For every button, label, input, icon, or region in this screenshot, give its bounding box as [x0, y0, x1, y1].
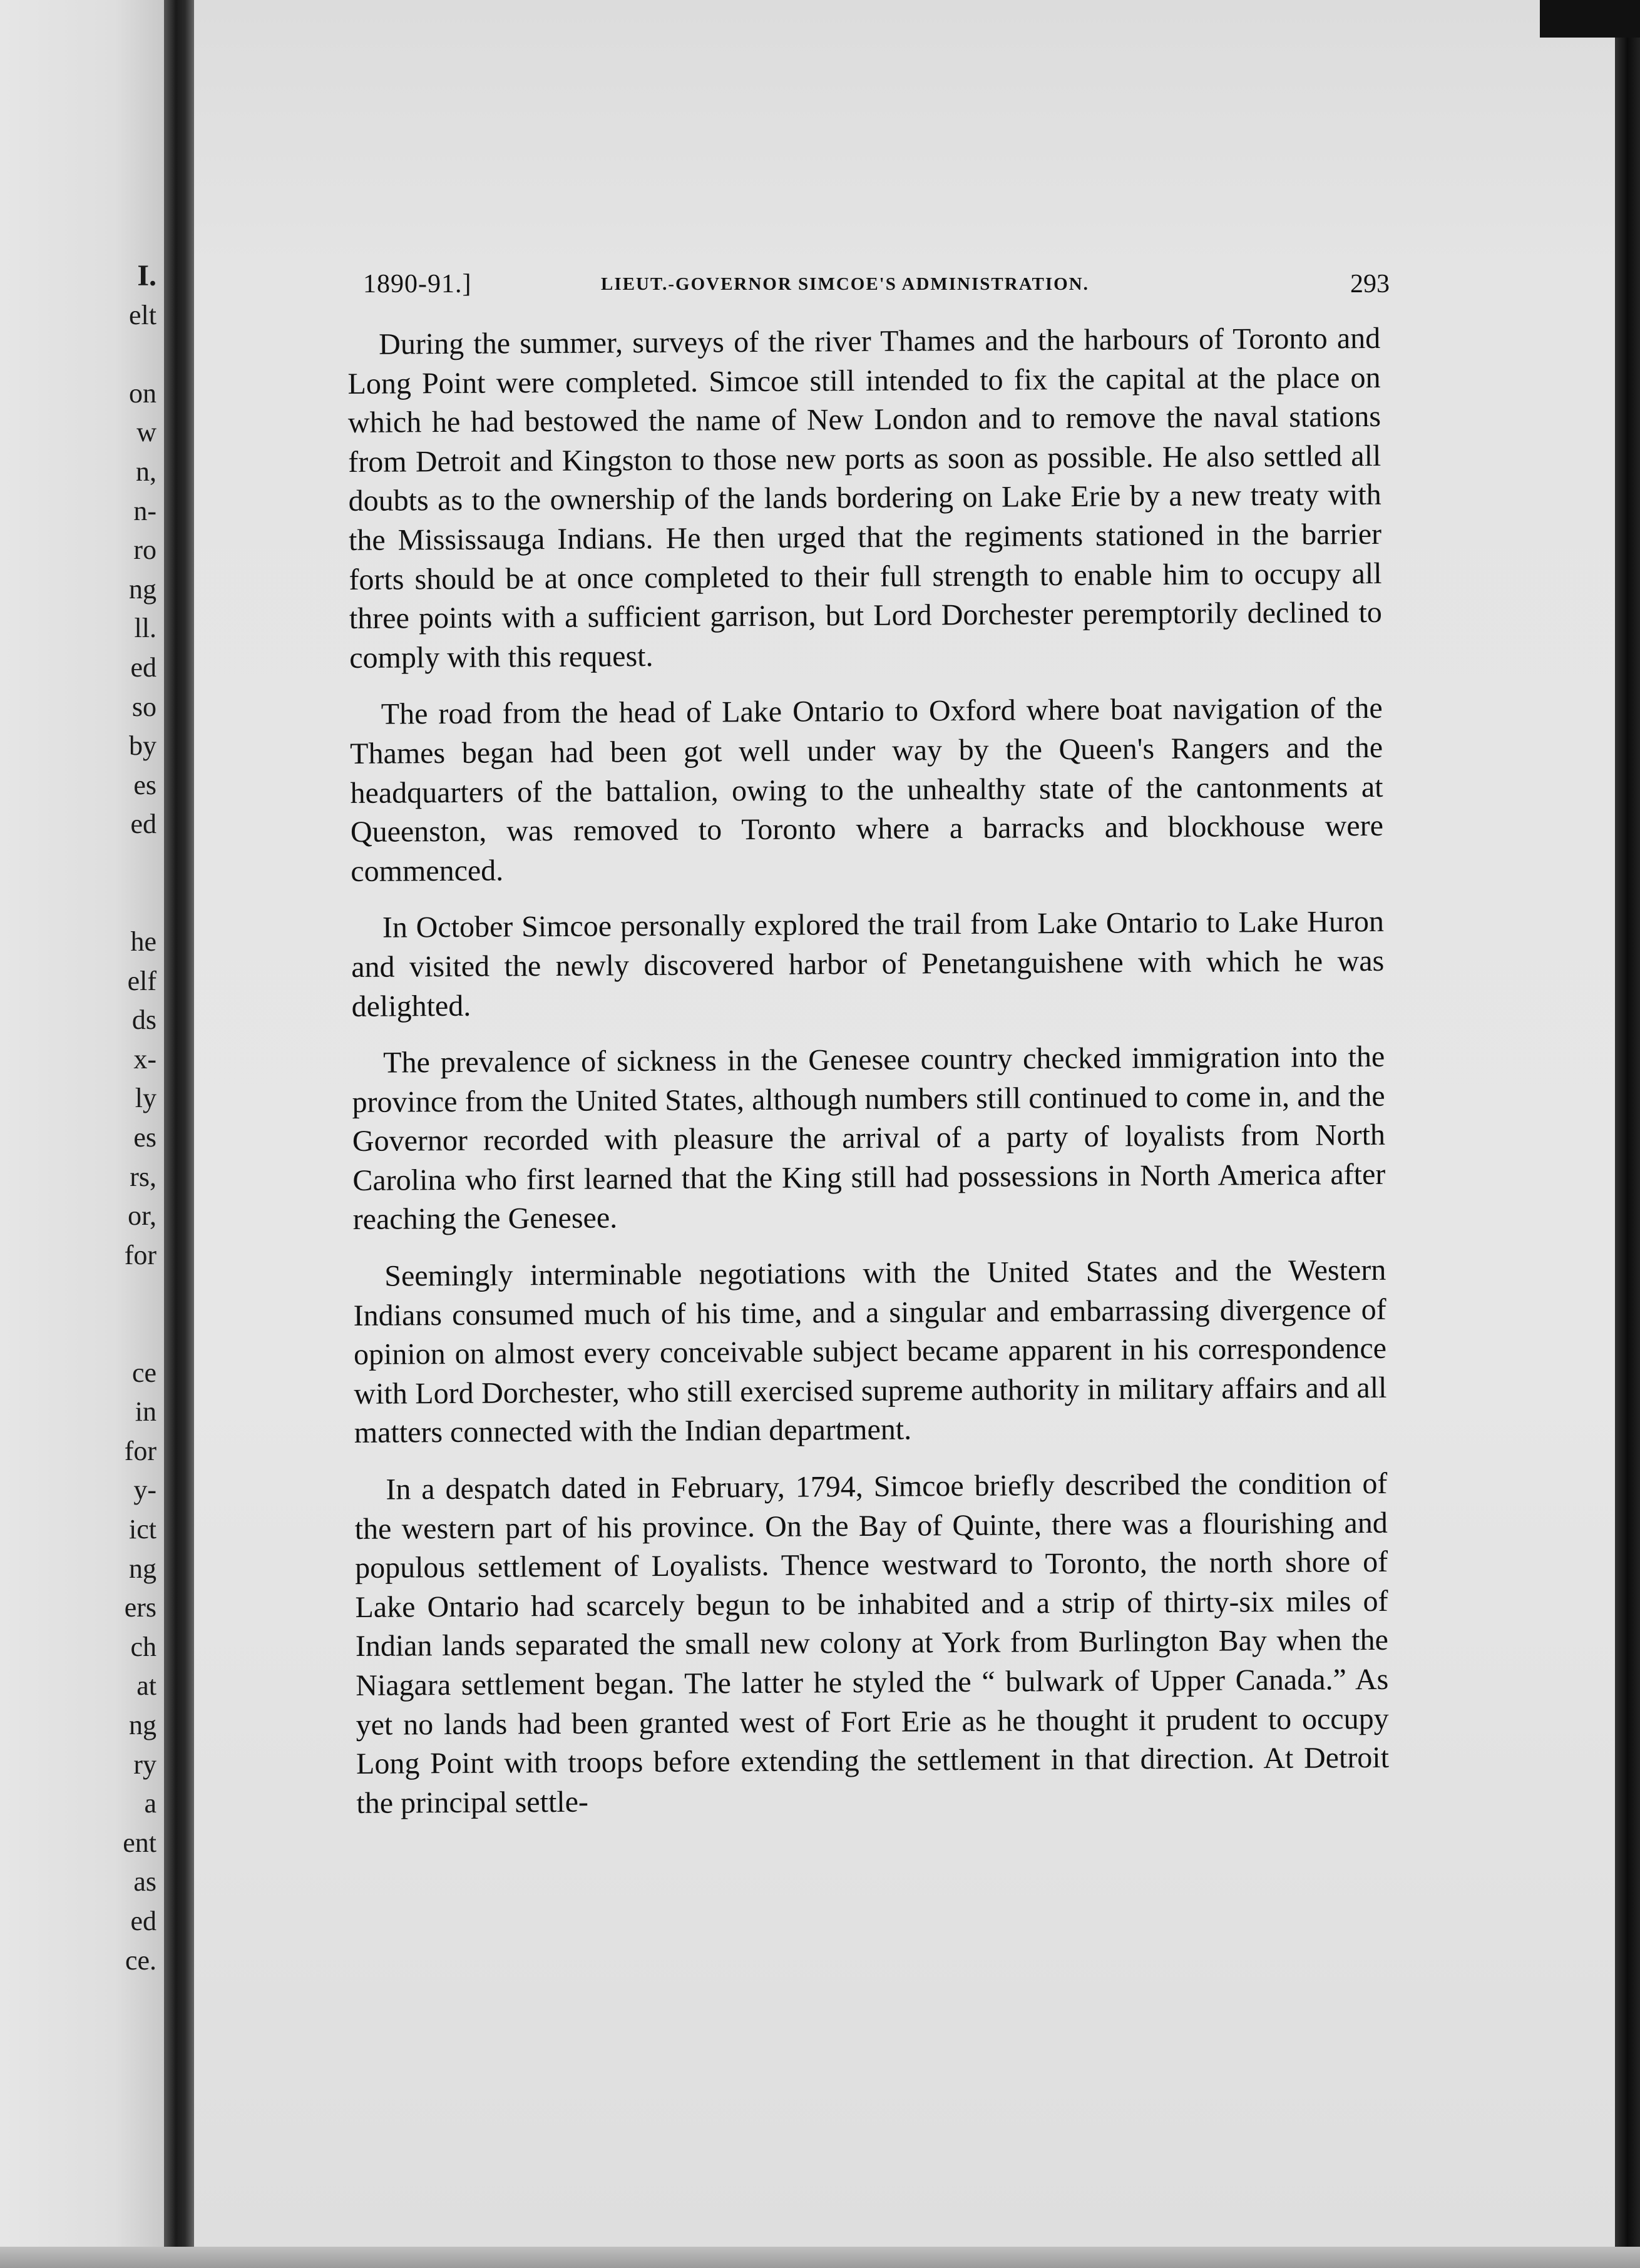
facing-page-fragment: for	[124, 1435, 156, 1466]
facing-page-fragment: ll.	[134, 613, 156, 644]
facing-page-fragment: ent	[123, 1827, 156, 1858]
paragraph: The road from the head of Lake Ontario to Oxford where boat navigation of the Thames began had been got well under way by the Queen's Rangers and the headquarters of the battalion, owing to the unhealthy state of the cantonments at Queenston, was removed to Toronto where a barracks and blockhouse were commenced.	[350, 692, 1384, 888]
facing-page-fragment: by	[129, 730, 156, 762]
page-number: 293	[1350, 270, 1390, 299]
bottom-edge	[0, 2247, 1640, 2268]
running-header	[363, 269, 1390, 307]
paragraph: In a despatch dated in February, 1794, Simcoe briefly described the condition of the western part of his province. On the Bay of Quinte, there was a flourishing and populous settlement of Loyalists. Thence westward to Toronto, the north shore of Lake Ontario had scarcely begun to be inhabited and a strip of thirty-six miles of Indian lands separated the small new colony at York from Burlington Bay when the Niagara settlement began. The latter he styled the “ bulwark of Upper Canada.” As yet no lands had been granted west of Fort Erie as he thought it prudent to occupy Long Point with troops before extending the settlement in that direction. At Detroit the principal settle-	[354, 1466, 1390, 1820]
facing-page-fragment: ict	[129, 1514, 156, 1545]
facing-page-fragment: ch	[130, 1631, 156, 1662]
facing-page-fragment: n-	[133, 495, 156, 526]
page-right-edge	[1615, 0, 1640, 2268]
body-text	[347, 319, 1390, 1841]
facing-page-fragment: rs,	[130, 1161, 156, 1192]
facing-page-fragment: on	[129, 377, 156, 409]
facing-page-fragment: w	[136, 417, 156, 448]
facing-page-text	[0, 257, 156, 1980]
facing-page-fragment: ds	[131, 1004, 156, 1036]
header-year: 1890-91.]	[363, 270, 472, 299]
facing-page-fragment	[0, 844, 156, 884]
top-corner-shadow	[1540, 0, 1640, 38]
facing-page-fragment: ng	[129, 1709, 156, 1740]
paragraph: During the summer, surveys of the river Thames and the harbours of Toronto and Long Point were completed. Simcoe still intended to fix the capital at the place on which he had bestowed the name of New London and to remove the naval stations from Detroit and Kingston to those new ports as soon as possible. He also settled all doubts as to the ownership of the lands bordering on Lake Erie by a new treaty with the Mississauga Indians. He then urged that the regiments stationed in the barrier forts should be at once completed to their full strength to enable him to occupy all three points with a sufficient garrison, but Lord Dorchester peremptorily declined to comply with this request.	[347, 321, 1382, 675]
facing-page-fragment: ed	[130, 651, 156, 683]
facing-page-fragment: he	[130, 926, 156, 958]
facing-page-fragment: y-	[133, 1474, 156, 1506]
facing-page-fragment	[0, 884, 156, 923]
facing-page-fragment: ry	[133, 1749, 156, 1780]
facing-page-fragment: as	[133, 1866, 156, 1898]
facing-page-fragment: ly	[135, 1083, 156, 1114]
header-title: LIEUT.-GOVERNOR SIMCOE'S ADMINISTRATION.	[601, 274, 1089, 294]
paragraph: The prevalence of sickness in the Genesee country checked immigration into the province from the United States, although numbers still continued to come in, and the Governor recorded with pleasure the arrival of a party of loyalists from North Carolina who first learned that the King still had possessions in North America after reaching the Genesee.	[352, 1040, 1386, 1237]
facing-page-fragment: at	[136, 1670, 156, 1702]
facing-page-fragment: ed	[130, 809, 156, 840]
facing-page-fragment: es	[133, 769, 156, 800]
facing-page-fragment	[0, 1314, 156, 1354]
facing-page-fragment: ro	[133, 534, 156, 566]
facing-page-fragment	[0, 335, 156, 374]
facing-page-fragment: I.	[137, 259, 156, 292]
book-gutter	[164, 0, 194, 2268]
facing-page-fragment: in	[135, 1396, 156, 1428]
facing-page-fragment: ce	[131, 1357, 156, 1388]
facing-page-fragment: ers	[124, 1592, 156, 1623]
facing-page-fragment: so	[131, 691, 156, 722]
facing-page-fragment: a	[144, 1788, 156, 1819]
facing-page-fragment: x-	[133, 1043, 156, 1075]
facing-page-fragment	[0, 1275, 156, 1314]
facing-page-fragment: ng	[129, 1553, 156, 1584]
facing-page-fragment: for	[124, 1239, 156, 1270]
paragraph: Seemingly interminable negotiations with the United States and the Western Indians consumed much of his time, and a singular and embarrassing divergence of opinion on almost every conceivable subject became apparent in his correspondence with Lord Dorchester, who still exercised supreme authority in military affairs and all matters connected with the Indian department.	[353, 1253, 1387, 1450]
facing-page-fragment: elt	[129, 299, 156, 330]
facing-page-fragment: n,	[136, 456, 156, 487]
facing-page-fragment: ed	[130, 1905, 156, 1936]
facing-page-fragment: or,	[128, 1200, 156, 1232]
facing-page-fragment: ng	[129, 573, 156, 605]
facing-page-fragment: es	[133, 1122, 156, 1153]
paragraph: In October Simcoe personally explored the trail from Lake Ontario to Lake Huron and visited the newly discovered harbor of Penetanguishene with which he was delighted.	[351, 905, 1385, 1023]
facing-page-fragment: ce.	[125, 1944, 156, 1976]
facing-page-fragment: elf	[127, 965, 156, 996]
